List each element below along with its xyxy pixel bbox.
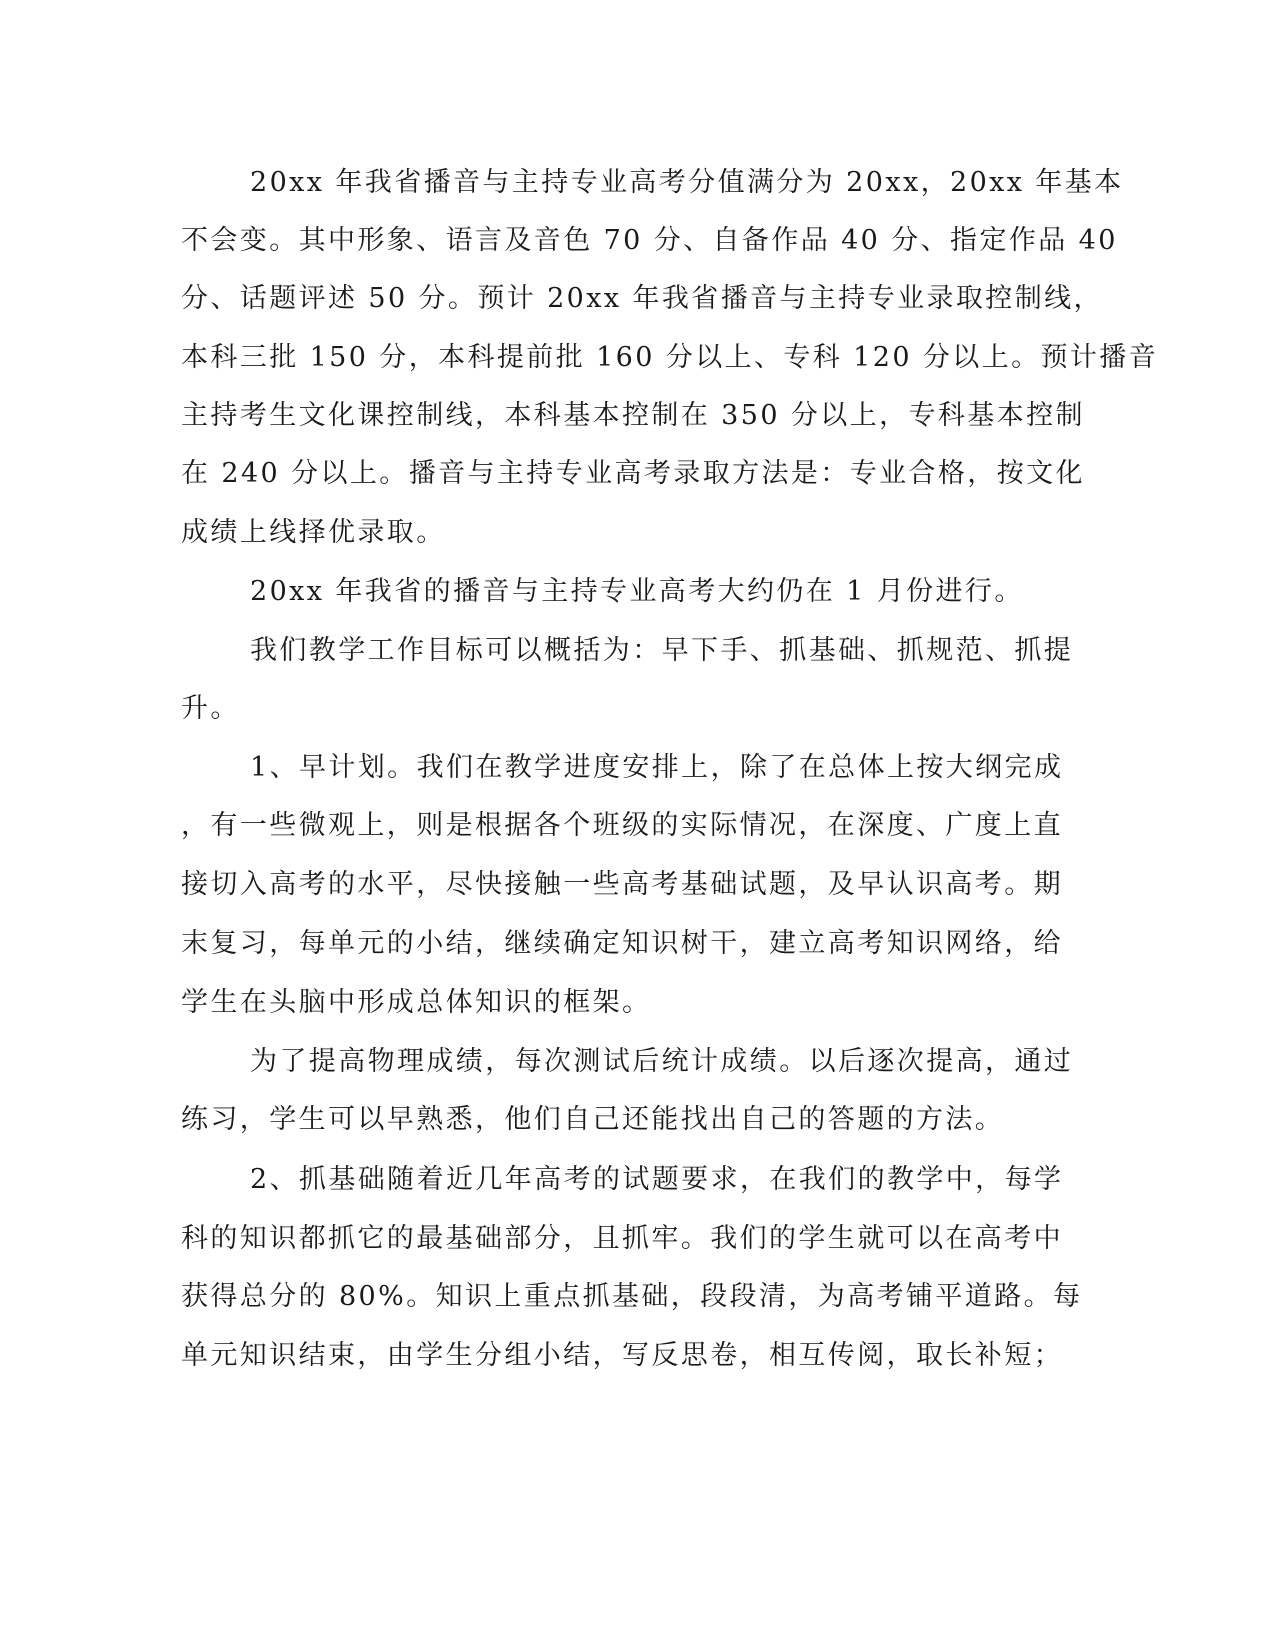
text-line: 单元知识结束，由学生分组小结，写反思卷，相互传阅，取长补短；: [181, 1340, 1063, 1371]
text-line: 末复习，每单元的小结，继续确定知识树干，建立高考知识网络，给: [181, 928, 1063, 959]
text-line: 科的知识都抓它的最基础部分，且抓牢。我们的学生就可以在高考中: [181, 1223, 1063, 1254]
text-line: 练习，学生可以早熟悉，他们自己还能找出自己的答题的方法。: [181, 1104, 1005, 1135]
text-line: 成绩上线择优录取。: [181, 517, 446, 548]
text-line: 学生在头脑中形成总体知识的框架。: [181, 987, 652, 1018]
text-line: 为了提高物理成绩，每次测试后统计成绩。以后逐次提高，通过: [250, 1046, 1074, 1077]
text-line: 本科三批 150 分，本科提前批 160 分以上、专科 120 分以上。预计播音: [181, 342, 1159, 373]
text-line: ，有一些微观上，则是根据各个班级的实际情况，在深度、广度上直: [181, 810, 1063, 841]
text-line: 接切入高考的水平，尽快接触一些高考基础试题，及早认识高考。期: [181, 869, 1063, 900]
text-line: 20xx 年我省的播音与主持专业高考大约仍在 1 月份进行。: [250, 576, 1024, 607]
text-line: 我们教学工作目标可以概括为：早下手、抓基础、抓规范、抓提: [250, 635, 1074, 666]
text-line: 在 240 分以上。播音与主持专业高考录取方法是：专业合格，按文化: [181, 458, 1085, 489]
text-line: 2、抓基础随着近几年高考的试题要求，在我们的教学中，每学: [250, 1164, 1064, 1195]
text-line: 主持考生文化课控制线，本科基本控制在 350 分以上，专科基本控制: [181, 400, 1085, 431]
text-line: 获得总分的 80%。知识上重点抓基础，段段清，为高考铺平道路。每: [181, 1281, 1083, 1312]
text-line: 不会变。其中形象、语言及音色 70 分、自备作品 40 分、指定作品 40: [181, 225, 1118, 256]
text-line: 20xx 年我省播音与主持专业高考分值满分为 20xx，20xx 年基本: [250, 167, 1124, 198]
text-line: 1、早计划。我们在教学进度安排上，除了在总体上按大纲完成: [250, 752, 1064, 783]
text-line: 分、话题评述 50 分。预计 20xx 年我省播音与主持专业录取控制线，: [181, 283, 1103, 314]
text-line: 升。: [181, 693, 240, 724]
